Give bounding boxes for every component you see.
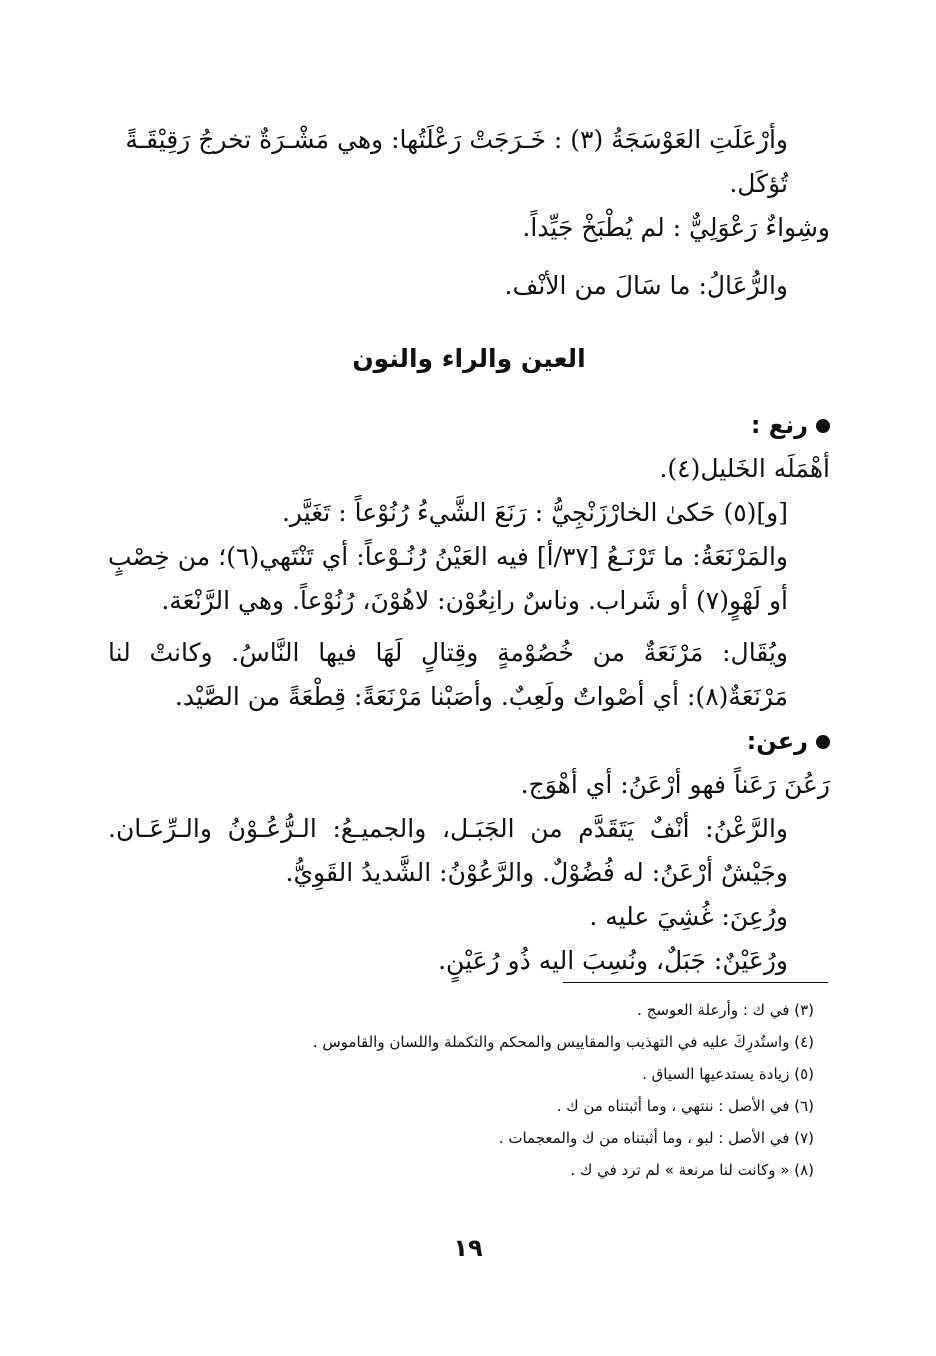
entry-heading-raana bbox=[108, 719, 830, 763]
entry-heading-text: رعن: bbox=[746, 727, 808, 755]
footnote-4: (٤) واستُدرِكَ عليه في التهذيب والمقاييس والمحكم والتكملة واللسان والقاموس . bbox=[312, 1033, 814, 1051]
entry1-line-3: والمَرْنَعَةُ: ما تَرْنَـعُ [٣٧/أ] فيه العَيْنُ رُنُـوْعاً: أي تَنْتَهي(٦)؛ من خِصْبٍ أو لَهْوٍ(٧) أو شَراب. وناسٌ رانِعُوْن: لاهُوْنَ، رُنُوْعاً. وهي الرَّنْعَة. bbox=[108, 542, 789, 615]
entry-heading-text: رنع : bbox=[750, 411, 808, 439]
footnote-divider bbox=[563, 982, 828, 983]
entry2-line-2: والرَّعْنُ: أنْفٌ يَتَقَدَّم من الجَبَـل، والجميـعُ: الـرُّعُـوْنُ والـرِّعَـان. وجَيْشٌ أرْعَنُ: له فُضُوْلٌ. والرَّعُوْنُ: الشَّديدُ القَوِيُّ. bbox=[108, 814, 788, 887]
footnote-8: (٨) « وكانت لنا مرنعة » لم ترد في ك . bbox=[570, 1161, 814, 1179]
entry1-line-4: ويُقَال: مَرْنَعَةٌ من خُصُوْمةٍ وقِتالٍ لَهَا فيها النَّاسُ. وكانتْ لنا مَرْنَعَةٌ(٨): أي أصْواتٌ ولَعِبٌ. وأصَبْنا مَرْنَعَةً: قِطْعَةً من الصَّيْد. bbox=[108, 638, 788, 711]
entry2-line-4: ورُعَيْنٌ: جَبَلٌ، ونُسِبَ اليه ذُو رُعَيْنٍ. bbox=[438, 946, 788, 975]
text-line-3: والرُّعَالُ: ما سَالَ من الأنْف. bbox=[504, 271, 788, 300]
footnote-6: (٦) في الأصل : ننتهي ، وما أثبتناه من ك . bbox=[556, 1097, 814, 1115]
entry2-line-3: ورُعِنَ: غُشِيَ عليه . bbox=[589, 902, 788, 931]
bullet-icon bbox=[816, 735, 830, 749]
entry2-line-1: رَعُنَ رَعَناً فهو أرْعَنُ: أي أهْوَج. bbox=[520, 770, 830, 799]
text-line-2: وشِواءٌ رَعْوَلِيٌّ : لم يُطْبَخْ جَيِّداً. bbox=[522, 213, 830, 242]
page-number: ١٩ bbox=[453, 1234, 483, 1262]
section-title: العين والراء والنون bbox=[352, 344, 586, 373]
footnote-5: (٥) زيادة يستدعيها السياق . bbox=[642, 1065, 814, 1083]
footnote-7: (٧) في الأصل : لبو ، وما أثبتناه من ك والمعجمات . bbox=[498, 1129, 814, 1147]
text-line-1: وأرْعَلَتِ العَوْسَجَةُ (٣) : خَـرَجَتْ رَعْلَتُها: وهي مَشْـرَةٌ تخرجُ رَقِيْقَـةً تُؤكَل. bbox=[125, 125, 788, 198]
bullet-icon bbox=[816, 419, 830, 433]
footnotes bbox=[108, 994, 814, 1186]
page-body bbox=[108, 118, 830, 983]
entry-heading-rana bbox=[108, 403, 830, 447]
entry1-line-2: [و](٥) حَكىٰ الخارْزَنْجِيُّ : رَنَعَ الشَّيءُ رُنُوْعاً : تَغَيَّر. bbox=[281, 498, 788, 527]
footnote-3: (٣) في ك : وأرعلة العوسج . bbox=[637, 1001, 814, 1019]
entry1-line-1: أهْمَلَه الخَليل(٤). bbox=[659, 454, 830, 483]
